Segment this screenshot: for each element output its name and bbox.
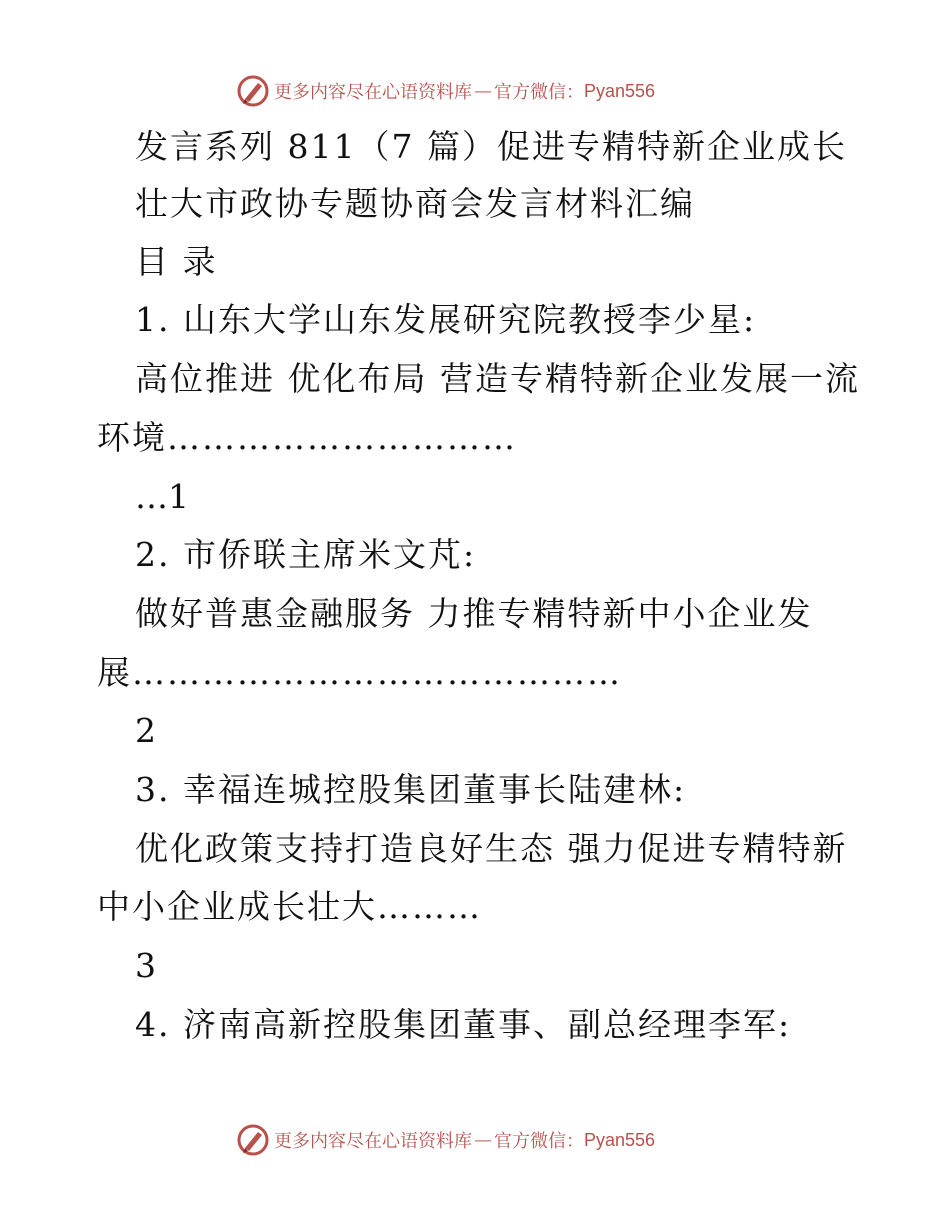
toc-item-2-title-line-2: 展…………………………………… [97,653,622,692]
toc-item-3-title-line-1: 优化政策支持打造良好生态 强力促进专精特新 [135,829,848,868]
toc-item-1-title-line-2: 环境………………………… [97,418,517,457]
watermark-dash: — [474,80,492,102]
watermark-dash: — [474,1129,492,1151]
watermark-wechat-label: 官方微信： [494,82,584,103]
document-title-line-2: 壮大市政协专题协商会发言材料汇编 [135,184,695,223]
pen-logo-icon [236,1123,270,1157]
toc-item-2-heading: 2. 市侨联主席米文芃: [135,535,477,574]
watermark-header [236,73,655,109]
toc-item-1-heading: 1. 山东大学山东发展研究院教授李少星: [135,300,757,339]
toc-item-2-title-line-1: 做好普惠金融服务 力推专精特新中小企业发 [135,594,813,633]
toc-heading: 目 录 [135,242,218,281]
watermark-wechat-id: Pyan556 [584,1129,656,1150]
toc-item-3-heading: 3. 幸福连城控股集团董事长陆建林: [135,770,687,809]
pen-logo-icon [236,74,270,108]
toc-item-1-title-line-1: 高位推进 优化布局 营造专精特新企业发展一流 [135,359,860,398]
watermark-text: 更多内容尽在心语资料库 [274,1131,472,1152]
toc-item-1-page: …1 [135,477,189,516]
toc-item-3-title-line-2: 中小企业成长壮大……… [97,887,482,926]
watermark-wechat-id: Pyan556 [584,80,656,101]
toc-item-4-heading: 4. 济南高新控股集团董事、副总经理李军: [135,1005,792,1044]
watermark-text: 更多内容尽在心语资料库 [274,82,472,103]
document-title-line-1: 发言系列 811（7 篇）促进专精特新企业成长 [135,127,847,166]
watermark-footer [236,1122,655,1158]
watermark-wechat-label: 官方微信： [494,1131,584,1152]
toc-item-3-page: 3 [135,946,156,985]
toc-item-2-page: 2 [135,711,156,750]
